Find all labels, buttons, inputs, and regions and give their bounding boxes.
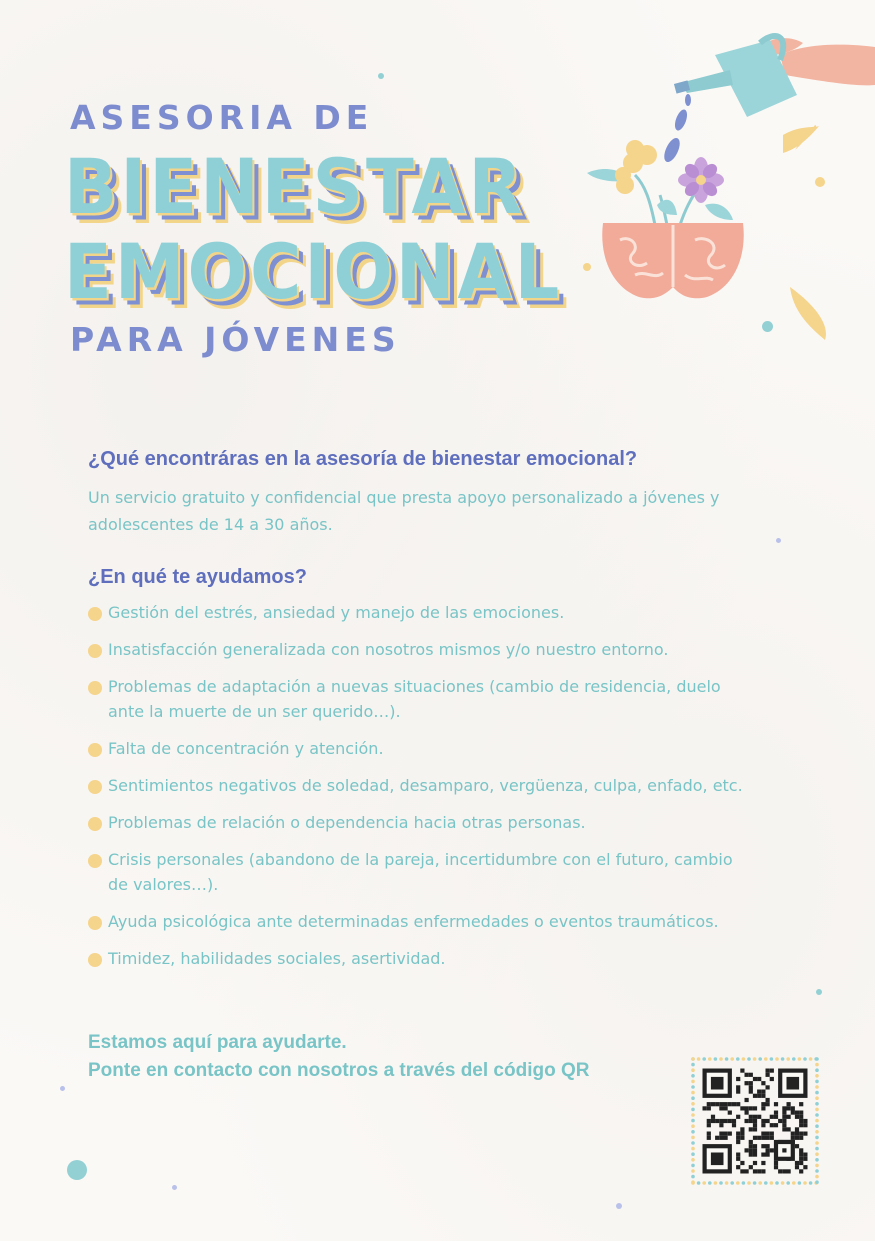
bullet-dot-icon [88,644,102,658]
help-list [88,600,798,983]
bullet-dot-icon [88,743,102,757]
decorative-dot [378,73,384,79]
list-item [88,810,798,835]
list-item-text: de valores…). [108,875,219,894]
list-item-text: Problemas de relación o dependencia hacia otras personas. [108,813,586,832]
list-item [88,773,798,798]
section-heading-help: ¿En qué te ayudamos? [88,566,307,588]
service-description-line: Un servicio gratuito y confidencial que presta apoyo personalizado a jóvenes y [88,488,720,507]
qr-code-icon[interactable] [690,1056,820,1186]
decorative-dot [67,1160,87,1180]
decorative-dot [616,1203,622,1209]
closing-line-help: Estamos aquí para ayudarte. [88,1032,347,1053]
bullet-dot-icon [88,854,102,868]
list-item-text: Insatisfacción generalizada con nosotros mismos y/o nuestro entorno. [108,640,669,659]
hand-watering-brain-plant-illustration [575,25,875,345]
list-item-text: Crisis personales (abandono de la pareja, incertidumbre con el futuro, cambio [108,850,733,869]
list-item [88,637,798,662]
decorative-dot [60,1086,65,1091]
list-item-text: Timidez, habilidades sociales, asertividad. [108,949,446,968]
title-line-bienestar: BIENESTAR [64,143,526,232]
service-description-line: adolescentes de 14 a 30 años. [88,515,333,534]
list-item [88,674,798,724]
list-item [88,847,798,897]
list-item-text: Sentimientos negativos de soledad, desamparo, vergüenza, culpa, enfado, etc. [108,776,743,795]
decorative-dot [816,989,822,995]
title-line-asesoria: ASESORIA DE [70,98,374,137]
bullet-dot-icon [88,780,102,794]
title-line-para-jovenes: PARA JÓVENES [70,320,401,359]
list-item-text: Problemas de adaptación a nuevas situaciones (cambio de residencia, duelo [108,677,721,696]
list-item-text: Ayuda psicológica ante determinadas enfermedades o eventos traumáticos. [108,912,719,931]
list-item [88,946,798,971]
title-line-emocional: EMOCIONAL [64,228,563,317]
decorative-dot [172,1185,177,1190]
list-item [88,600,798,625]
list-item-text: Falta de concentración y atención. [108,739,384,758]
service-description [88,484,788,538]
section-heading-what: ¿Qué encontráras en la asesoría de bienestar emocional? [88,448,638,470]
list-item-text: Gestión del estrés, ansiedad y manejo de las emociones. [108,603,565,622]
bullet-dot-icon [88,607,102,621]
bullet-dot-icon [88,817,102,831]
list-item [88,736,798,761]
closing-line-contact: Ponte en contacto con nosotros a través del código QR [88,1060,590,1081]
bullet-dot-icon [88,916,102,930]
list-item-text: ante la muerte de un ser querido…). [108,702,401,721]
bullet-dot-icon [88,953,102,967]
bullet-dot-icon [88,681,102,695]
decorative-dot [776,538,781,543]
list-item [88,909,798,934]
